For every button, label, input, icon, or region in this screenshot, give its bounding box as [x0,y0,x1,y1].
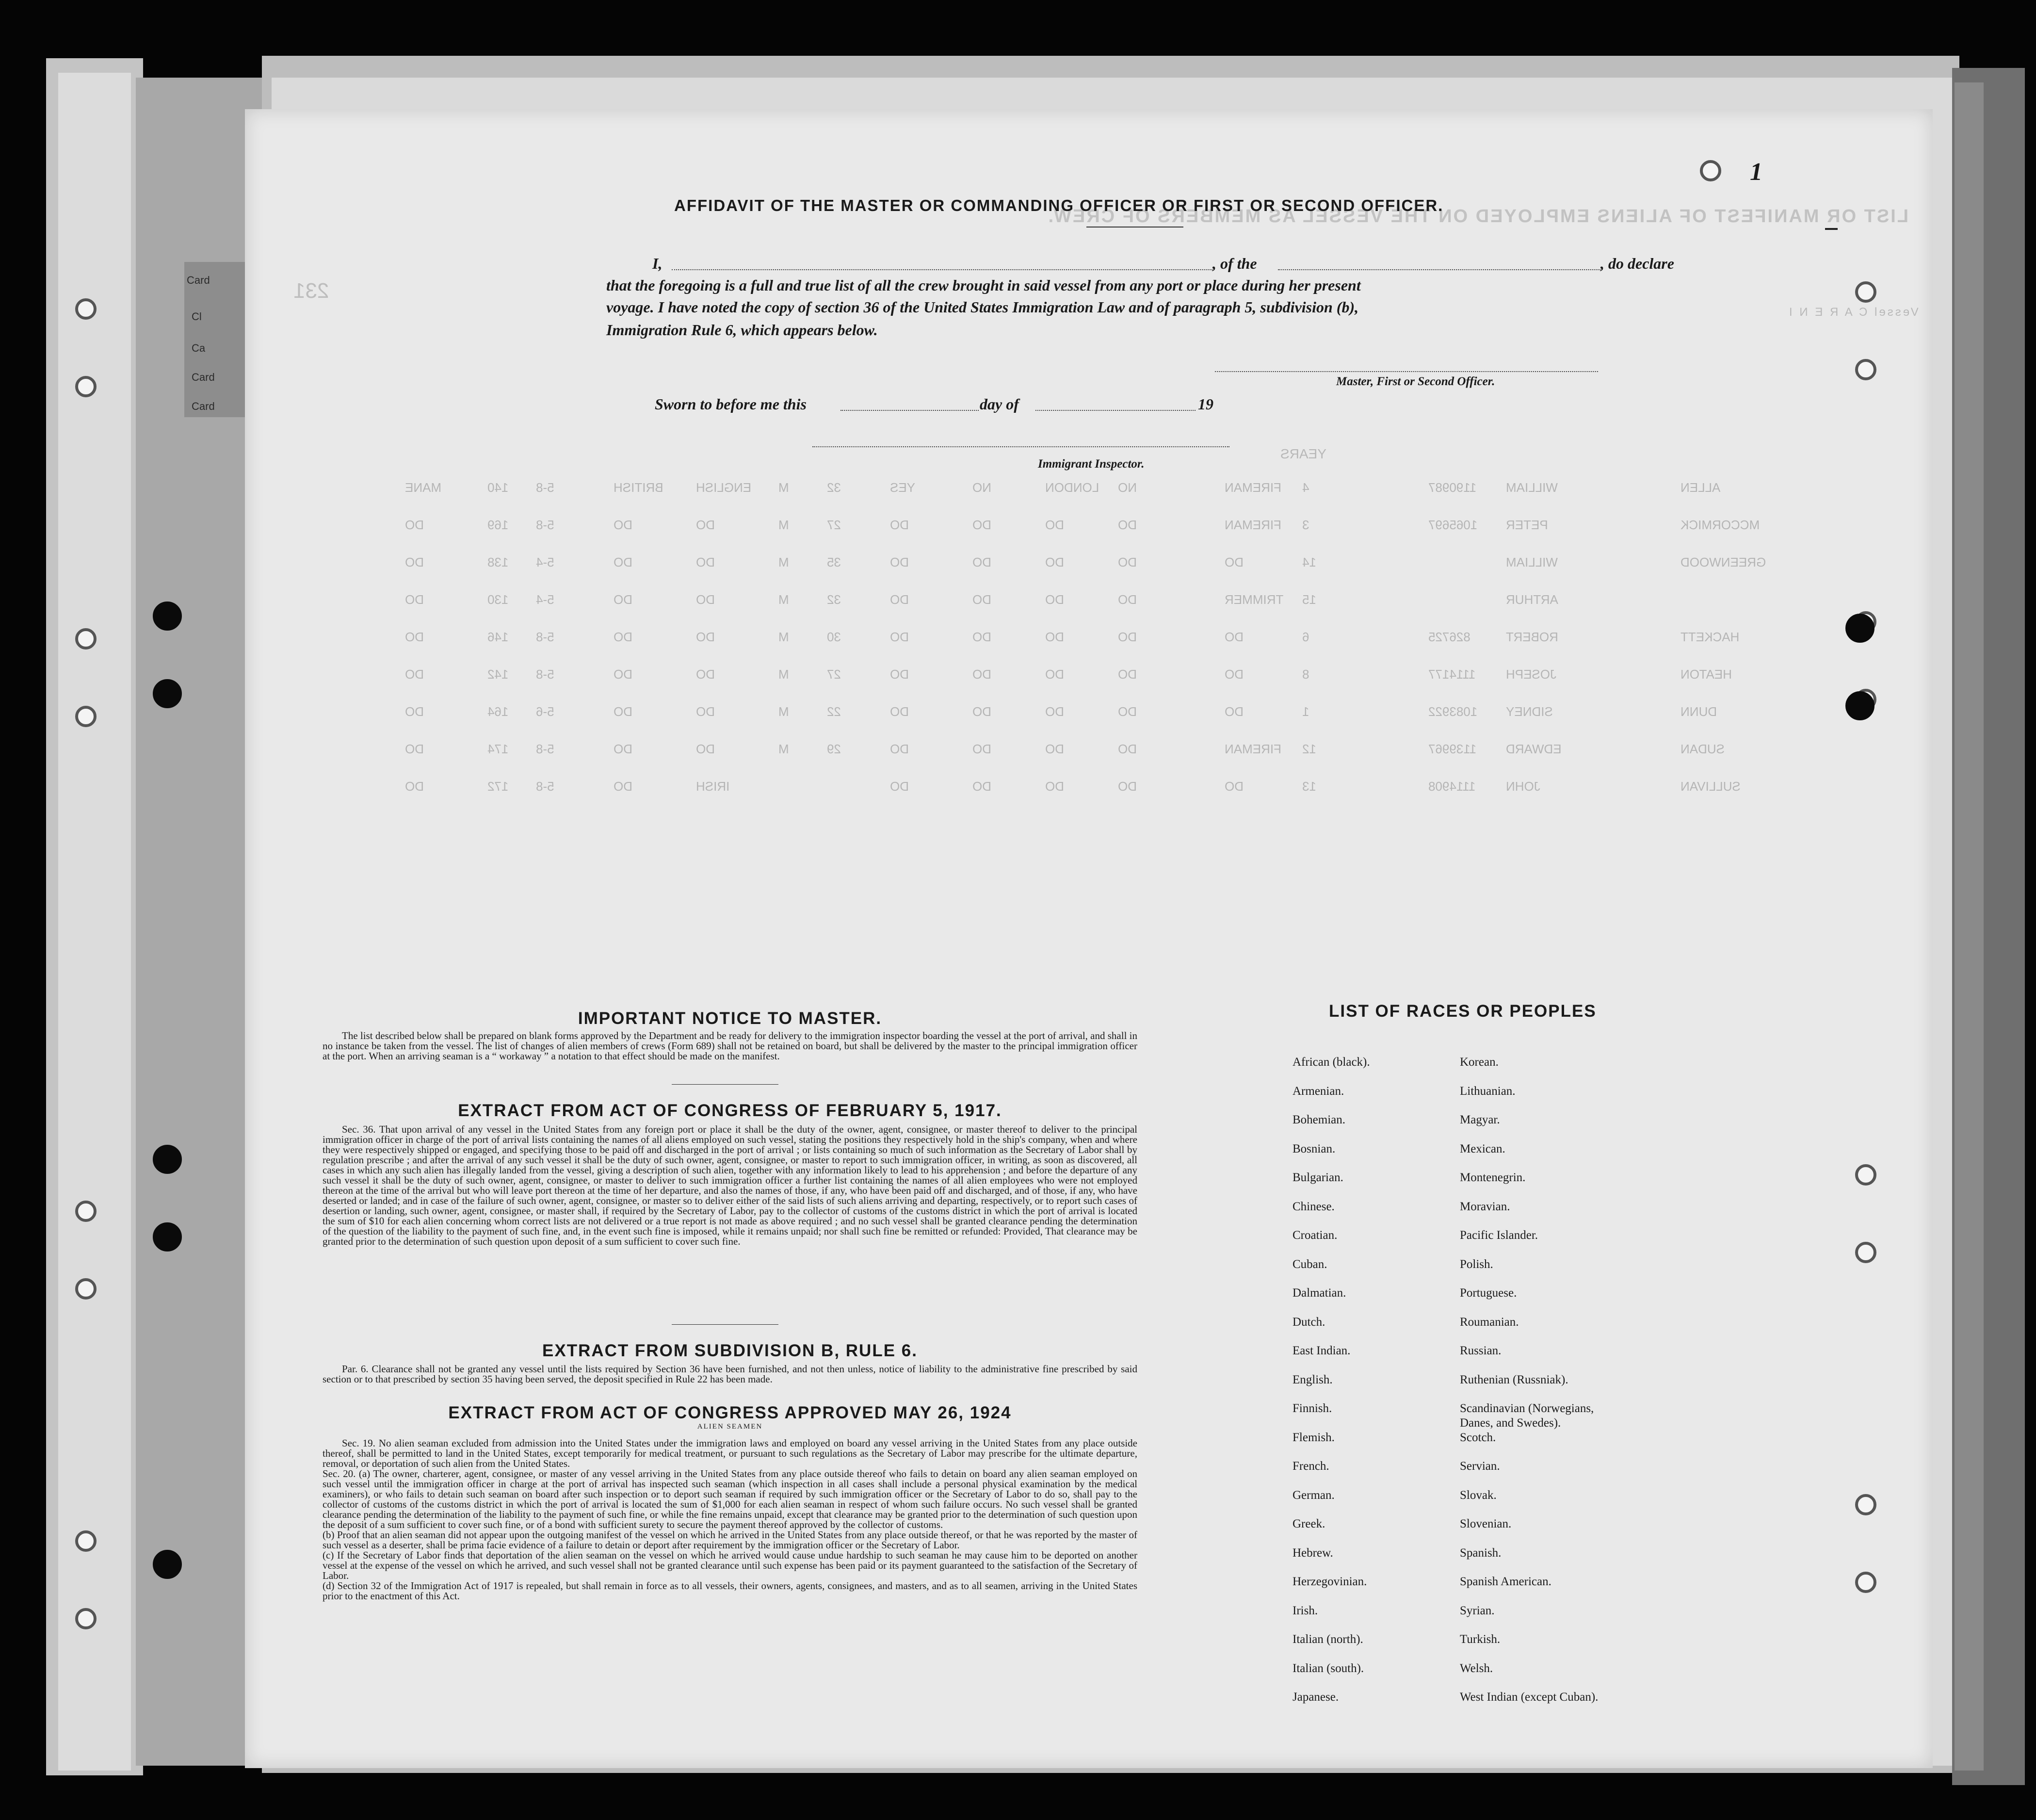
bleed-through-row [245,555,1933,574]
race-item: Pacific Islander. [1460,1229,1538,1242]
sworn-month-field[interactable] [1035,410,1196,411]
bleed-through-row [245,742,1933,761]
bleed-through-cell: 13 [1302,779,1316,794]
side-label-3: Ca [192,342,206,354]
bleed-through-cell: 3 [1302,518,1309,532]
bleed-through-cell: DO [1045,518,1064,532]
races-title: LIST OF RACES OR PEOPLES [1329,1002,1597,1021]
bleed-through-cell: DO [1045,592,1064,607]
bleed-through-cell: M [778,630,789,644]
bleed-through-cell: LONDON [1045,480,1099,495]
punch-hole [75,1201,97,1222]
punch-hole [75,706,97,727]
bleed-through-cell: BRITISH [614,480,663,495]
binder-hole [153,1222,182,1251]
bleed-through-cell: DO [972,704,991,719]
binder-hole [153,601,182,631]
extract-1924-text: Sec. 19. No alien seaman excluded from admission into the United States under the immigration laws and employed on board any vessel arriving in the United States from any place outside thereof, shall be permitted to land in the United States, except temporarily for medical treatment, or pursuant to such regulations as the Secretary of Labor may prescribe for the ultimate departure, removal, or deportation of such alien from the United States. Sec. 20. (a) The owner, charterer, agent, consignee, or master of any vessel arriving in the United States from any place outside thereof who fails to detain on board any alien seaman employed on such vessel until the immigration officer in charge at the port of arrival has inspected such seaman (which inspection in all cases shall include a personal physical examination by the medical examiners), or who fails to detain such seaman on board after such inspection or to deport such seaman if required by such immigration officer or the Secretary of Labor to do so, shall pay to the collector of customs of the customs district in which the port of arrival is located the sum of $1,000 for each alien seaman in respect of whom such failure occurs. No such vessel shall be granted clearance pending the determination of the liability to the payment of such fine, or while the fine remains unpaid, except that clearance may be granted prior to the determination of such question upon the deposit of a sum sufficient to cover such fine, or of a bond with sufficient surety to secure the payment thereof approved by the collector of customs. (b) Proof that an alien seaman did not appear upon the outgoing manifest of the vessel on which he arrived in the United States from any place outside thereof, or that he was reported by the master of such vessel as a deserter, shall be prima facie evidence of a failure to detain or deport after requirement by the immigration officer or the Secretary of Labor. (c) If the Secretary of Labor finds that deportation of the alien seaman on the vessel on which he arrived would cause undue hardship to such seaman he may cause him to be deported on another vessel at the expense of the vessel on which he arrived, and such vessel shall not be granted clearance until such expense has been paid or its payment guaranteed to the satisfaction of the Secretary of Labor. (d) Section 32 of the Immigration Act of 1917 is repealed, but shall remain in force as to all vessels, their owners, agents, consignees, and masters, and as to all seamen, arriving in the United States prior to the enactment of this Act. [323,1437,1137,1602]
punch-hole [1855,281,1876,303]
race-item: Roumanian. [1460,1315,1519,1329]
bleed-through-cell: DO [1045,630,1064,644]
bleed-through-cell: DO [890,779,909,794]
extract-1917-rule [672,1324,778,1325]
bleed-through-cell: SIDNEY [1506,704,1553,719]
bleed-through-cell: 174 [487,742,509,756]
affidavit-name-field[interactable] [672,269,1212,270]
bleed-through-cell: HACKETT [1681,630,1740,644]
bleed-through-cell: DO [972,742,991,756]
bleed-through-cell: 14 [1302,555,1316,569]
binder-hole [1845,691,1874,720]
bleed-through-cell: DO [972,667,991,682]
bleed-through-cell: DO [696,555,715,569]
race-item: Korean. [1460,1056,1499,1069]
bleed-through-cell: FIREMAN [1225,742,1281,756]
bleed-through-cell: DUNN [1681,704,1717,719]
affidavit-title: AFFIDAVIT OF THE MASTER OR COMMANDING OFFICER OR FIRST OR SECOND OFFICER. [674,196,1444,214]
bleed-through-row [245,592,1933,612]
bleed-through-cell: DO [405,779,424,794]
punch-hole [1855,1494,1876,1515]
bleed-through-cell: 1139967 [1428,742,1477,756]
bleed-through-cell: 22 [827,704,841,719]
binder-hole [153,1145,182,1174]
race-item: Bohemian. [1293,1113,1346,1126]
race-item: Herzegovinian. [1293,1575,1367,1588]
bleed-through-cell: 32 [827,592,841,607]
side-label-2: Cl [192,310,202,323]
race-item: Mexican. [1460,1142,1505,1155]
bleed-through-cell: DO [890,742,909,756]
extract-rule6-text: Par. 6. Clearance shall not be granted any vessel until the lists required by Section 36 have been furnished, and not then unless, notice of liability to the administrative fine prescribed by said section or to that prescribed by section 35 having been served, the deposit specified in Rule 22 has been made. [323,1363,1137,1385]
master-signature-field[interactable] [1215,371,1598,372]
manifest-page [245,109,1933,1768]
extract-rule6-title: EXTRACT FROM SUBDIVISION B, RULE 6. [542,1341,918,1360]
bleed-through-cell: DO [1225,667,1244,682]
bleed-through-cell: DO [972,592,991,607]
race-item: Scotch. [1460,1430,1496,1444]
side-label-5: Card [192,400,215,412]
race-item: Welsh. [1460,1661,1493,1675]
bleed-through-cell: DO [1045,704,1064,719]
race-item: East Indian. [1293,1344,1351,1357]
punch-hole [75,1530,97,1552]
bleed-through-cell: DO [1225,779,1244,794]
race-item: Syrian. [1460,1604,1495,1617]
bleed-through-cell: 6 [1302,630,1309,644]
bleed-through-cell: 1114177 [1428,667,1476,682]
race-item: Dalmatian. [1293,1286,1346,1300]
notice-title: IMPORTANT NOTICE TO MASTER. [578,1009,882,1028]
bleed-through-cell: 1 [1302,704,1309,719]
race-item: Bulgarian. [1293,1171,1343,1184]
race-item: Montenegrin. [1460,1171,1526,1184]
bleed-through-cell: DO [405,742,424,756]
bleed-through-cell: EDWARD [1506,742,1562,756]
race-item: Cuban. [1293,1257,1327,1271]
affidavit-line-2: that the foregoing is a full and true list of all the crew brought in said vessel from any port or place during her present [606,276,1361,294]
bleed-through-cell: M [778,555,789,569]
day-of-text: day of [980,395,1019,413]
race-item: African (black). [1293,1056,1370,1069]
extract-1917-title: EXTRACT FROM ACT OF CONGRESS OF FEBRUARY 5, 1917. [458,1101,1002,1120]
bleed-through-cell: MANE [405,480,442,495]
bleed-through-cell: NO [1118,480,1137,495]
bleed-through-cell: 35 [827,555,841,569]
bleed-through-cell: 164 [487,704,509,719]
bleed-through-header: LIST OR MANIFEST OF ALIENS EMPLOYED ON THE VESSEL AS MEMBERS OF CREW. [1047,206,1908,227]
bleed-through-cell: MCCORMICK [1681,518,1760,532]
extract-1924-title: EXTRACT FROM ACT OF CONGRESS APPROVED MAY 26, 1924 [448,1403,1012,1422]
bleed-through-cell: DO [614,592,632,607]
punch-hole [1855,1242,1876,1263]
bleed-through-row [245,704,1933,724]
inspector-label: Immigrant Inspector. [1038,457,1145,471]
bleed-through-cell: DO [1225,555,1244,569]
bleed-through-cell: M [778,592,789,607]
bleed-through-cell: DO [405,555,424,569]
bleed-through-cell: DO [614,667,632,682]
bleed-through-table [245,480,1933,820]
corner-page-mark: 1 [1750,158,1762,186]
race-item: Spanish. [1460,1546,1502,1560]
bleed-through-cell: DO [1118,742,1137,756]
bleed-through-cell: WILLIAM [1506,480,1558,495]
bleed-through-years: YEARS [1280,446,1326,461]
bleed-through-page-number: 231 [293,279,329,303]
bleed-through-cell: DO [405,667,424,682]
race-item: Croatian. [1293,1229,1338,1242]
bleed-through-cell: 172 [487,779,509,794]
bleed-through-cell: M [778,667,789,682]
race-item: Slovenian. [1460,1517,1512,1530]
punch-hole [1855,1164,1876,1186]
bleed-through-cell: DO [890,555,909,569]
bleed-through-cell: IRISH [696,779,730,794]
bleed-through-cell: DO [696,742,715,756]
bleed-through-cell: DO [614,742,632,756]
bleed-through-cell: M [778,518,789,532]
race-item: Flemish. [1293,1430,1335,1444]
bleed-through-cell: M [778,704,789,719]
race-item: German. [1293,1488,1335,1502]
affidavit-title-rule [1086,227,1183,228]
bleed-through-cell: 12 [1302,742,1316,756]
bleed-through-cell: DO [405,518,424,532]
bleed-through-cell: DO [890,518,909,532]
bleed-through-cell: DO [890,667,909,682]
bleed-through-cell: 5-8 [536,518,554,532]
right-binder-inner [1955,82,1984,1771]
race-item: Moravian. [1460,1200,1510,1213]
punch-hole [1700,160,1721,181]
bleed-through-cell: DO [614,518,632,532]
race-item: Magyar. [1460,1113,1500,1126]
bleed-through-cell: SULLIVAN [1681,779,1741,794]
race-item: Bosnian. [1293,1142,1336,1155]
punch-hole [75,376,97,397]
races-column-2 [1460,1055,1664,1719]
bleed-through-cell: DO [972,518,991,532]
bleed-through-cell: 1190987 [1428,480,1477,495]
bleed-through-cell: DO [614,630,632,644]
bleed-through-cell: 5-4 [536,555,554,569]
bleed-through-cell: ALLEN [1681,480,1721,495]
bleed-through-cell: 5-8 [536,779,554,794]
punch-hole [1855,1572,1876,1593]
bleed-through-cell: DO [972,630,991,644]
extract-1917-text: Sec. 36. That upon arrival of any vessel in the United States from any foreign port or place it shall be the duty of the owner, agent, consignee, or master thereof to deliver to the principal immigration officer in charge of the port of arrival lists containing the names of all aliens employed on such vessel, stating the positions they respectively hold in the ship's company, when and where they were respectively shipped or engaged, and specifying those to be paid off and discharged in the port of arrival ; or lists containing so much of such information as the Secretary of Labor shall by regulation prescribe ; and after the arrival of any such vessel it shall be the duty of such owner, agent, consignee, or master to report to such immigration officer, in writing, as soon as discovered, all cases in which any such alien has illegally landed from the vessel, giving a description of such alien, together with any information likely to lead to his apprehension ; and before the departure of any such vessel it shall be the duty of such owner, agent, consignee, or master to deliver to such immigration officer a further list containing the names of all alien employees who were not employed thereon at the time of the arrival but who will leave port thereon at the time of her departure, and also the names of those, if any, who have been paid off and discharged, and of those, if any, who have deserted or landed; and in case of the failure of such owner, agent, consignee, or master so to deliver either of the said lists of such aliens arriving and departing, respectively, or to report such cases of desertion or landing, such owner, agent, consignee, or master shall, if required by the Secretary of Labor, pay to the collector of customs of the customs district in which the port of arrival is located the sum of $10 for each alien concerning whom correct lists are not delivered or a true report is not made as above required ; and no such vessel shall be granted clearance pending the determination of the question of the liability to the payment of such fine, and, in the event such fine is imposed, while it remains unpaid; nor shall such fine be remitted or refunded: Provided, That clearance may be granted prior to the determination of such question upon deposit of a sum sufficient to cover such fine. [323,1123,1137,1247]
bleed-through-cell: DO [1118,779,1137,794]
bleed-through-cell: 5-6 [536,704,554,719]
race-item: Slovak. [1460,1488,1497,1502]
race-item: Chinese. [1293,1200,1335,1213]
bleed-through-row [245,667,1933,686]
race-item: Scandinavian (Norwegians, Danes, and Swedes). [1460,1402,1594,1430]
bleed-through-cell: DO [614,779,632,794]
bleed-through-cell: JOSEPH [1506,667,1557,682]
extract-1924-subtitle: ALIEN SEAMEN [697,1423,763,1430]
bleed-through-row [245,630,1933,649]
race-item: English. [1293,1373,1333,1386]
bleed-through-cell: 32 [827,480,841,495]
bleed-through-cell: WILLIAM [1506,555,1558,569]
bleed-through-cell: PETER [1506,518,1548,532]
corner-dash [1825,228,1838,230]
bleed-through-cell: JOHN [1506,779,1540,794]
race-item: Russian. [1460,1344,1502,1357]
binder-hole [1845,614,1874,643]
race-item: Greek. [1293,1517,1325,1530]
bleed-through-row [245,480,1933,500]
race-item: Irish. [1293,1604,1318,1617]
punch-hole [75,628,97,650]
bleed-through-cell: 29 [827,742,841,756]
bleed-through-cell: DO [1045,742,1064,756]
bleed-through-cell: DO [1045,555,1064,569]
bleed-through-cell: DO [1118,592,1137,607]
punch-hole [1855,359,1876,380]
bleed-through-cell: 138 [487,555,509,569]
bleed-through-cell: SUDAN [1681,742,1725,756]
bleed-through-cell: DO [1225,704,1244,719]
bleed-through-cell: DO [1225,630,1244,644]
bleed-through-cell: DO [696,630,715,644]
race-item: Finnish. [1293,1402,1332,1415]
side-label-4: Card [192,371,215,383]
bleed-through-cell: DO [696,592,715,607]
side-label-1: Card [187,274,210,286]
races-column-1 [1293,1055,1453,1719]
bleed-through-cell: 27 [827,518,841,532]
bleed-through-cell: DO [614,555,632,569]
bleed-through-vessel: Vessel C A R E N I [1787,306,1919,319]
bleed-through-cell: DO [1118,518,1137,532]
inspector-signature-field[interactable] [812,446,1229,447]
race-item: Ruthenian (Russniak). [1460,1373,1568,1386]
bleed-through-cell: 1083922 [1428,704,1478,719]
bleed-through-cell: FIREMAN [1225,480,1281,495]
race-item: Servian. [1460,1460,1500,1473]
left-sheet-mid [58,73,131,1771]
bleed-through-cell: DO [972,555,991,569]
notice-rule [672,1084,778,1085]
bleed-through-cell: M [778,742,789,756]
bleed-through-cell: 146 [487,630,509,644]
bleed-through-cell: 4 [1302,480,1309,495]
bleed-through-cell: DO [405,704,424,719]
race-item: French. [1293,1460,1329,1473]
bleed-through-row [245,518,1933,537]
bleed-through-cell: DO [696,704,715,719]
affidavit-do-declare: , do declare [1600,255,1674,272]
bleed-through-cell: NO [972,480,991,495]
sworn-day-field[interactable] [840,410,979,411]
bleed-through-cell: 1114908 [1428,779,1476,794]
affidavit-line-3: voyage. I have noted the copy of section 36 of the United States Immigration Law and of paragraph 5, subdivision (b), [606,298,1359,316]
bleed-through-cell: ROBERT [1506,630,1558,644]
race-item: West Indian (except Cuban). [1460,1690,1599,1704]
bleed-through-cell: YES [890,480,916,495]
race-item: Lithuanian. [1460,1084,1516,1098]
bleed-through-cell: 15 [1302,592,1316,607]
bleed-through-cell: 5-8 [536,630,554,644]
bleed-through-cell: FIREMAN [1225,518,1281,532]
race-item: Polish. [1460,1257,1493,1271]
notice-text: The list described below shall be prepared on blank forms approved by the Department and be ready for delivery to the immigration inspector boarding the vessel at the port of arrival, and shall in no instance be taken from the vessel. The list of changes of alien members of crews (Form 689) shall not be retained on board, but shall be delivered by the master to the principal immigration officer at the port. When an arriving seaman is a “ workaway ” a notation to that effect should be made on the manifest. [323,1030,1137,1062]
punch-hole [75,1608,97,1629]
bleed-through-cell: DO [890,630,909,644]
bleed-through-cell: 8 [1302,667,1309,682]
race-item: Turkish. [1460,1633,1501,1646]
bleed-through-cell: DO [696,667,715,682]
bleed-through-cell: DO [1118,555,1137,569]
bleed-through-cell: 169 [487,518,509,532]
affidavit-line-4: Immigration Rule 6, which appears below. [606,321,878,339]
bleed-through-cell: 5-8 [536,742,554,756]
bleed-through-cell: DO [1118,667,1137,682]
bleed-through-cell: DO [890,592,909,607]
bleed-through-cell: ENGLISH [696,480,752,495]
bleed-through-cell: TRIMMER [1225,592,1284,607]
bleed-through-cell: 27 [827,667,841,682]
race-item: Italian (north). [1293,1633,1363,1646]
race-item: Japanese. [1293,1690,1339,1704]
race-item: Portuguese. [1460,1286,1517,1300]
bleed-through-cell: DO [614,704,632,719]
bleed-through-cell: DO [972,779,991,794]
binder-hole [153,679,182,708]
race-item: Spanish American. [1460,1575,1551,1588]
affidavit-of-the: , of the [1212,255,1257,272]
master-signature-label: Master, First or Second Officer. [1336,375,1495,388]
race-item: Hebrew. [1293,1546,1333,1560]
bleed-through-cell: 142 [487,667,509,682]
race-item: Dutch. [1293,1315,1325,1329]
bleed-through-cell: 5-4 [536,592,554,607]
bleed-through-cell: 826725 [1428,630,1470,644]
bleed-through-cell: 1065697 [1428,518,1478,532]
bleed-through-cell: 5-8 [536,480,554,495]
bleed-through-cell: DO [1118,704,1137,719]
bleed-through-cell: DO [1045,779,1064,794]
race-item: Armenian. [1293,1084,1344,1098]
affidavit-vessel-field[interactable] [1278,269,1600,270]
bleed-through-cell: DO [1118,630,1137,644]
bleed-through-cell: DO [890,704,909,719]
bleed-through-cell: 130 [487,592,509,607]
bleed-through-cell: DO [405,592,424,607]
bleed-through-cell: DO [405,630,424,644]
bleed-through-cell: M [778,480,789,495]
sworn-text: Sworn to before me this [655,395,807,413]
bleed-through-row [245,779,1933,798]
binder-hole [153,1550,182,1579]
bleed-through-cell: 30 [827,630,841,644]
bleed-through-cell: 5-8 [536,667,554,682]
race-item: Italian (south). [1293,1661,1364,1675]
bleed-through-cell: DO [1045,667,1064,682]
punch-hole [75,298,97,320]
bleed-through-cell: GREENWOOD [1681,555,1766,569]
bleed-through-cell: ARTHUR [1506,592,1558,607]
sworn-year: 19 [1198,395,1213,413]
bleed-through-cell: 140 [487,480,509,495]
bleed-through-cell: DO [696,518,715,532]
punch-hole [75,1278,97,1300]
bleed-through-cell: HEATON [1681,667,1732,682]
affidavit-i: I, [652,255,663,272]
